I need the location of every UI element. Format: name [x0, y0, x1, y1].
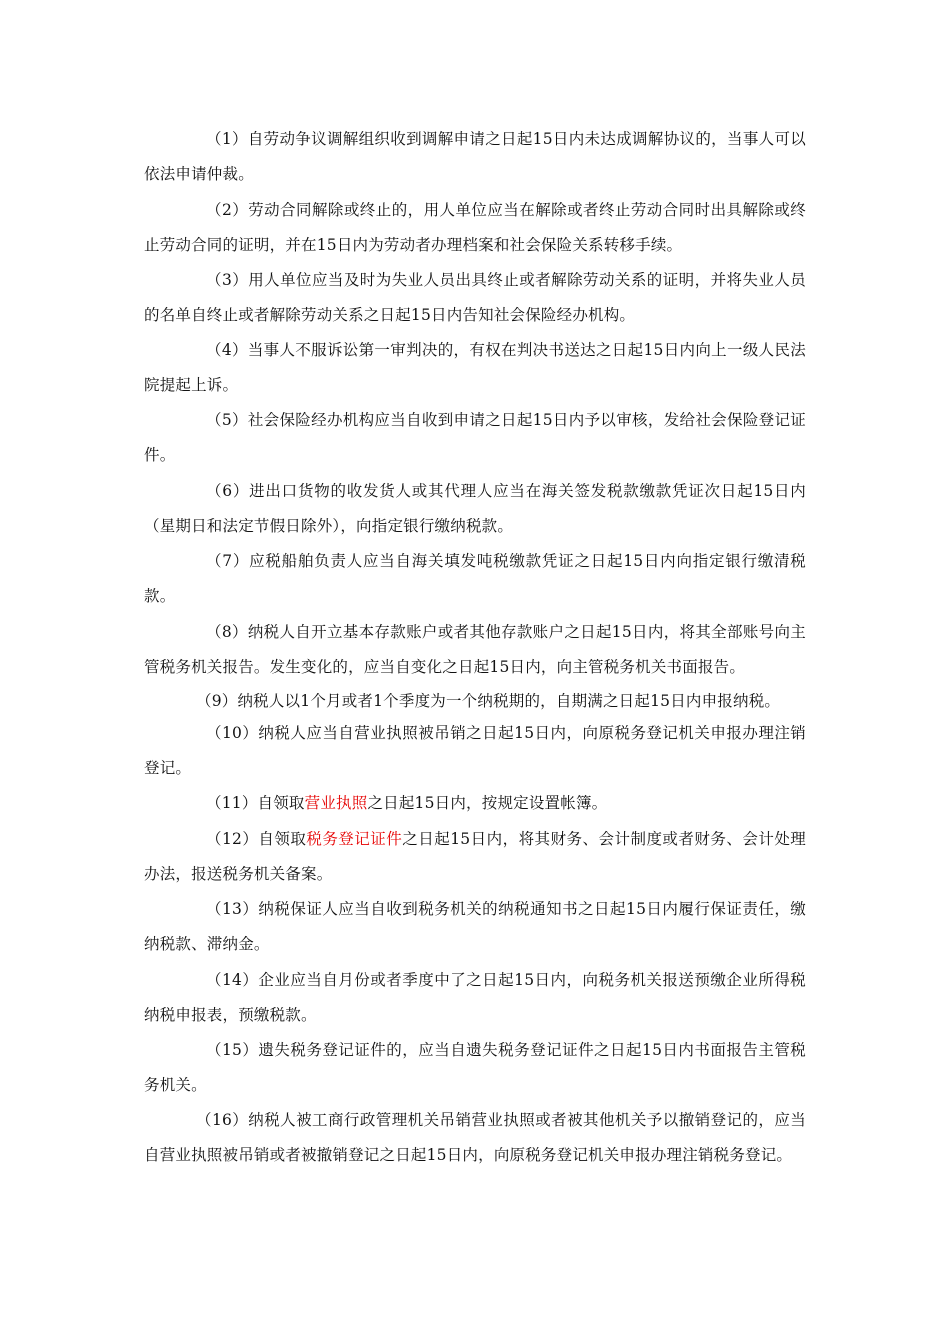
business-license-link[interactable]: 营业执照: [304, 794, 368, 812]
paragraph-12-prefix: （12）自领取: [206, 830, 307, 848]
paragraph-8: （8）纳税人自开立基本存款账户或者其他存款账户之日起15日内，将其全部账号向主管税务机关报告。发生变化的，应当自变化之日起15日内，向主管税务机关书面报告。: [144, 623, 806, 676]
paragraph-9: （9）纳税人以1个月或者1个季度为一个纳税期的，自期满之日起15日内申报纳税。: [196, 692, 781, 710]
paragraph-13: （13）纳税保证人应当自收到税务机关的纳税通知书之日起15日内履行保证责任，缴纳税款、滞纳金。: [144, 900, 806, 953]
paragraph-11: [144, 786, 806, 821]
paragraph-6: （6）进出口货物的收发货人或其代理人应当在海关签发税款缴款凭证次日起15日内（星期日和法定节假日除外），向指定银行缴纳税款。: [144, 482, 806, 535]
paragraph-12: [144, 822, 806, 892]
paragraph-10: （10）纳税人应当自营业执照被吊销之日起15日内，向原税务登记机关申报办理注销登记。: [144, 724, 806, 777]
paragraph-12-suffix: 之日起15日内，将其财务、会计制度或者财务、会计处理办法，报送税务机关备案。: [144, 830, 806, 883]
paragraph-15: （15）遗失税务登记证件的，应当自遗失税务登记证件之日起15日内书面报告主管税务机关。: [144, 1041, 806, 1094]
paragraph-16: （16）纳税人被工商行政管理机关吊销营业执照或者被其他机关予以撤销登记的，应当自营业执照被吊销或者被撤销登记之日起15日内，向原税务登记机关申报办理注销税务登记。: [144, 1111, 806, 1164]
paragraph-11-prefix: （11）自领取: [206, 794, 305, 812]
paragraph-4: （4）当事人不服诉讼第一审判决的，有权在判决书送达之日起15日内向上一级人民法院提起上诉。: [144, 341, 806, 394]
paragraph-3: （3）用人单位应当及时为失业人员出具终止或者解除劳动关系的证明，并将失业人员的名单自终止或者解除劳动关系之日起15日内告知社会保险经办机构。: [144, 271, 806, 324]
paragraph-2: （2）劳动合同解除或终止的，用人单位应当在解除或者终止劳动合同时出具解除或终止劳动合同的证明，并在15日内为劳动者办理档案和社会保险关系转移手续。: [144, 201, 806, 254]
paragraph-11-suffix: 之日起15日内，按规定设置帐簿。: [367, 794, 608, 812]
paragraph-7: （7）应税船舶负责人应当自海关填发吨税缴款凭证之日起15日内向指定银行缴清税款。: [144, 552, 806, 605]
paragraph-5: （5）社会保险经办机构应当自收到申请之日起15日内予以审核，发给社会保险登记证件。: [144, 411, 806, 464]
paragraph-1: （1）自劳动争议调解组织收到调解申请之日起15日内未达成调解协议的，当事人可以依法申请仲裁。: [144, 130, 806, 183]
paragraph-14: （14）企业应当自月份或者季度中了之日起15日内，向税务机关报送预缴企业所得税纳税申报表，预缴税款。: [144, 971, 806, 1024]
tax-registration-link[interactable]: 税务登记证件: [306, 830, 403, 848]
